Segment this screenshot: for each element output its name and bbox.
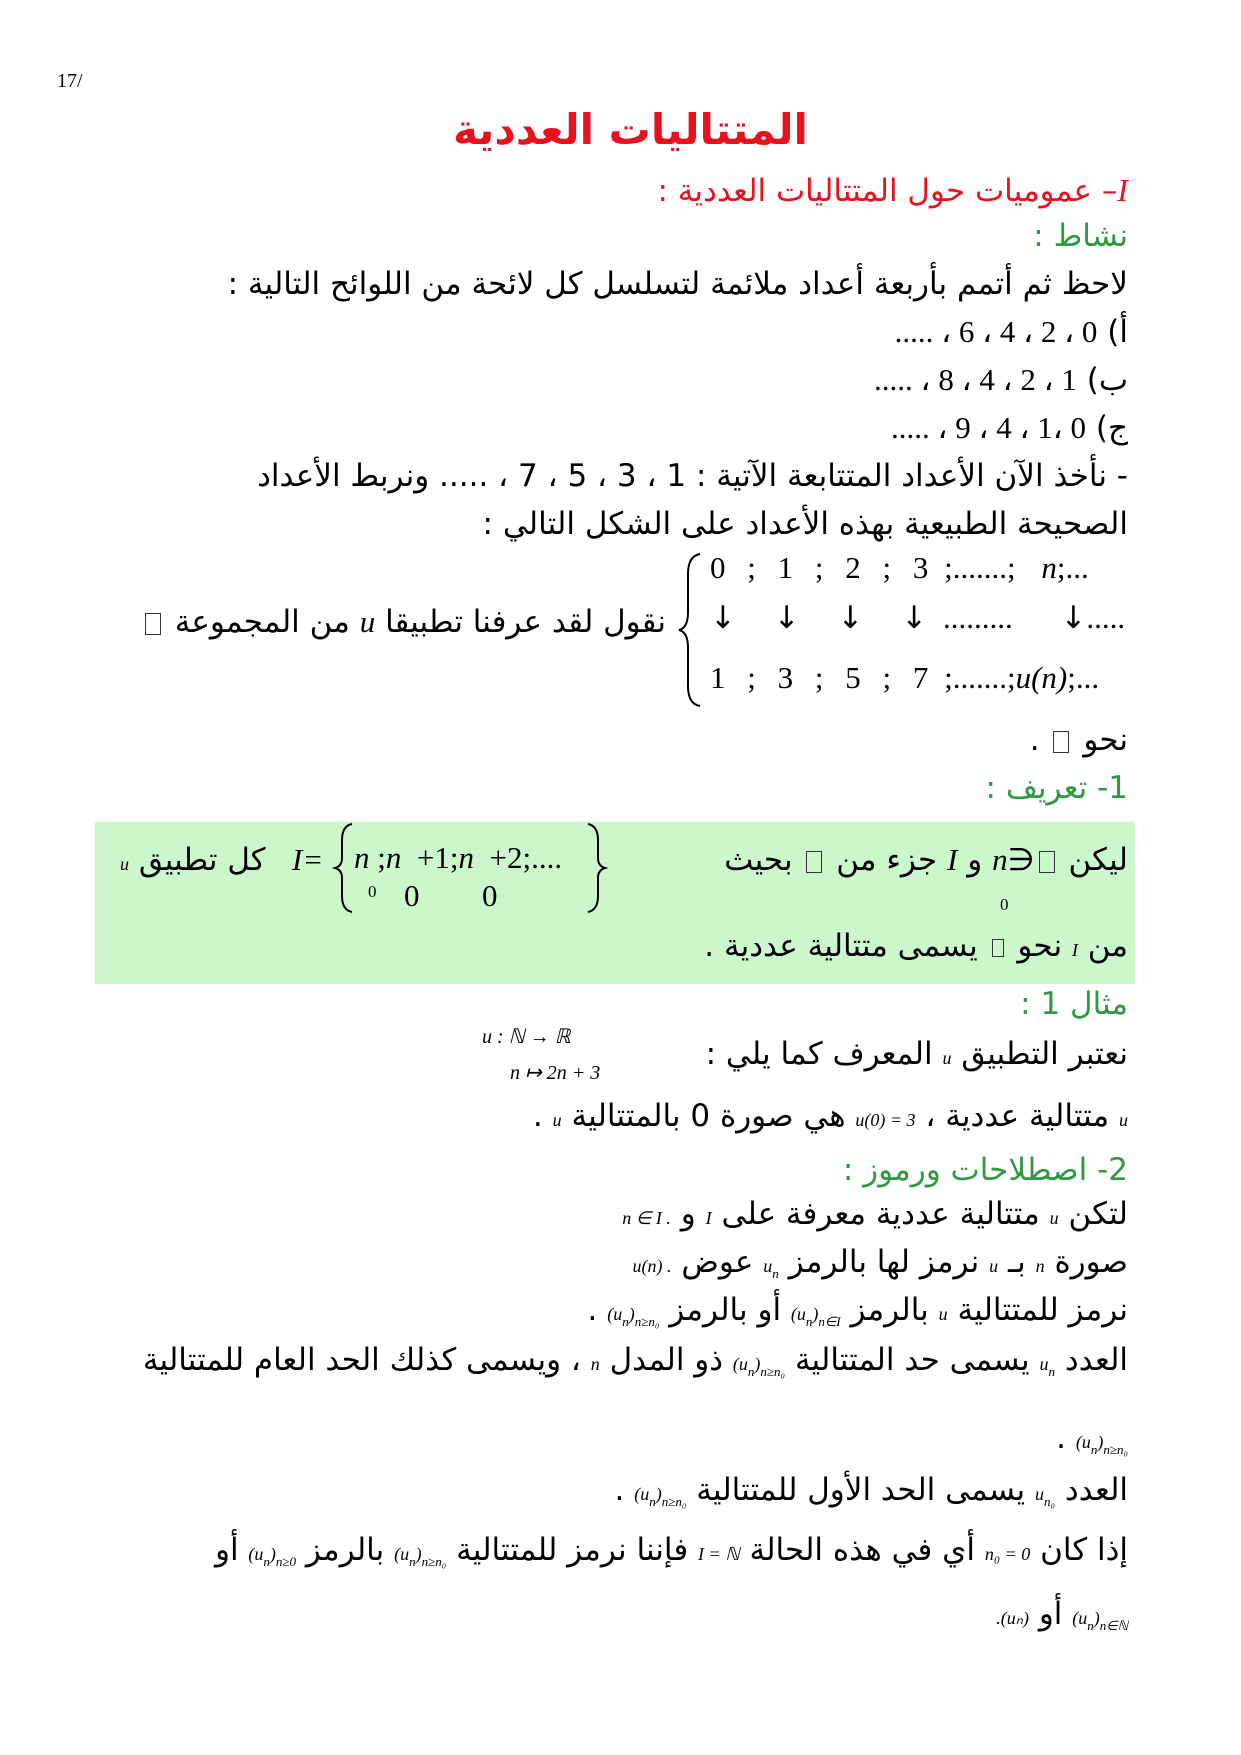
section-heading: I– عموميات حول المتتاليات العددية : [657,172,1128,209]
down-arrow-icon: ↓ [773,600,800,636]
definition-heading: 1- تعريف : [985,770,1128,806]
set-symbol-icon [145,613,161,635]
mapping-arrows-row: ↓ ↓ ↓ ↓ ......... ↓..... [710,600,1126,636]
set-symbol-icon [992,939,1004,957]
notation-line-3: نرمز للمتتالية u بالرمز $(u_n)_{n\in I}$ أو بالرمز $(u_n)_{n\ge n_0}$ . [587,1292,1128,1329]
left-brace [676,550,706,710]
map-definition-bottom: n ↦ 2n + 3 [510,1062,601,1084]
notation-line-6: العدد $u_{n_0}$ يسمى الحد الأول للمتتالية $(u_n)_{n\ge n_0}$ . [614,1472,1128,1509]
down-arrow-icon: ↓ [710,600,736,636]
notation-heading: 2- اصطلاحات ورموز : [842,1152,1128,1188]
list-item: ج) 0 ،1 ، 4 ، 9 ، ..... [890,410,1128,446]
page-title: المتتاليات العددية [453,105,808,154]
notation-line-1: لتكن u متتالية عددية معرفة على I و n ∈ I . [622,1196,1128,1232]
down-arrow-icon: ↓ [1060,600,1087,636]
take-line-2: الصحيحة الطبيعية بهذه الأعداد على الشكل التالي : [482,506,1128,542]
down-arrow-icon: ↓ [901,600,928,636]
activity-instruction: لاحظ ثم أتمم بأربعة أعداد ملائمة لتسلسل كل لائحة من اللوائح التالية : [227,266,1128,302]
list-item: ب) 1 ، 2 ، 4 ، 8 ، ..... [874,362,1128,398]
map-definition-top: u : ℕ → ℝ [482,1026,571,1048]
example-label: مثال 1 : [1020,986,1128,1022]
notation-line-8: $(u_n)_{n\in ℕ}$ أو .(uₙ) [996,1596,1128,1633]
mapping-bottom-row: 1 ; 3 ; 5 ; 7 ;.......;u(n);... [710,660,1100,695]
example-conclusion: u متتالية عددية ، u(0) = 3 هي صورة 0 بالمتتالية u . [532,1098,1128,1134]
page-number: 17/ [57,70,83,92]
down-arrow-icon: ↓ [837,600,864,636]
take-line: - نأخذ الآن الأعداد المتتابعة الآتية : 1 ، 3 ، 5 ، 7 ، ..... ونربط الأعداد [257,458,1128,494]
towards-line: نحو . [1029,722,1128,758]
every-map-text: كل تطبيق u [120,842,266,878]
set-definition: I= n ;n +1;n +2;.... 0 0 0 [292,820,612,916]
notation-line-7: إذا كان n₀ = 0 أي في هذه الحالة I = ℕ فإننا نرمز للمتتالية $(u_n)_{n\ge n_0}$ بالرمز $(u_n)_{n\ge 0}$ أو [214,1532,1128,1569]
list-item: أ) 0 ، 2 ، 4 ، 6 ، ..... [894,314,1128,350]
left-brace [332,820,356,916]
n0-subscript: 0 [1000,895,1009,914]
definition-line-1: ليكن ∈n و I جزء من بحيث [724,842,1128,878]
notation-line-5: $(u_n)_{n\ge n_0}$ . [1056,1420,1128,1457]
example-consider-line: نعتبر التطبيق u المعرف كما يلي : [705,1036,1128,1072]
set-symbol-icon [1039,851,1055,873]
mapping-top-row: 0 ; 1 ; 2 ; 3 ;.......; n;... [710,550,1089,585]
notation-line-2: صورة n بـ u نرمز لها بالرمز $u_n$ عوض u(n) . [632,1244,1128,1281]
activity-label: نشاط : [1033,218,1128,254]
mapping-diagram [676,550,1136,710]
right-brace [584,820,608,916]
definition-line-2: من I نحو يسمى متتالية عددية . [704,928,1128,964]
we-say-line: نقول لقد عرفنا تطبيقا u من المجموعة [141,604,666,640]
set-symbol-icon [806,851,822,873]
set-symbol-icon [1053,731,1069,753]
notation-line-4: العدد $u_n$ يسمى حد المتتالية $(u_n)_{n\ge n_0}$ ذو المدل n ، ويسمى كذلك الحد العام للمتتالية [142,1342,1128,1379]
